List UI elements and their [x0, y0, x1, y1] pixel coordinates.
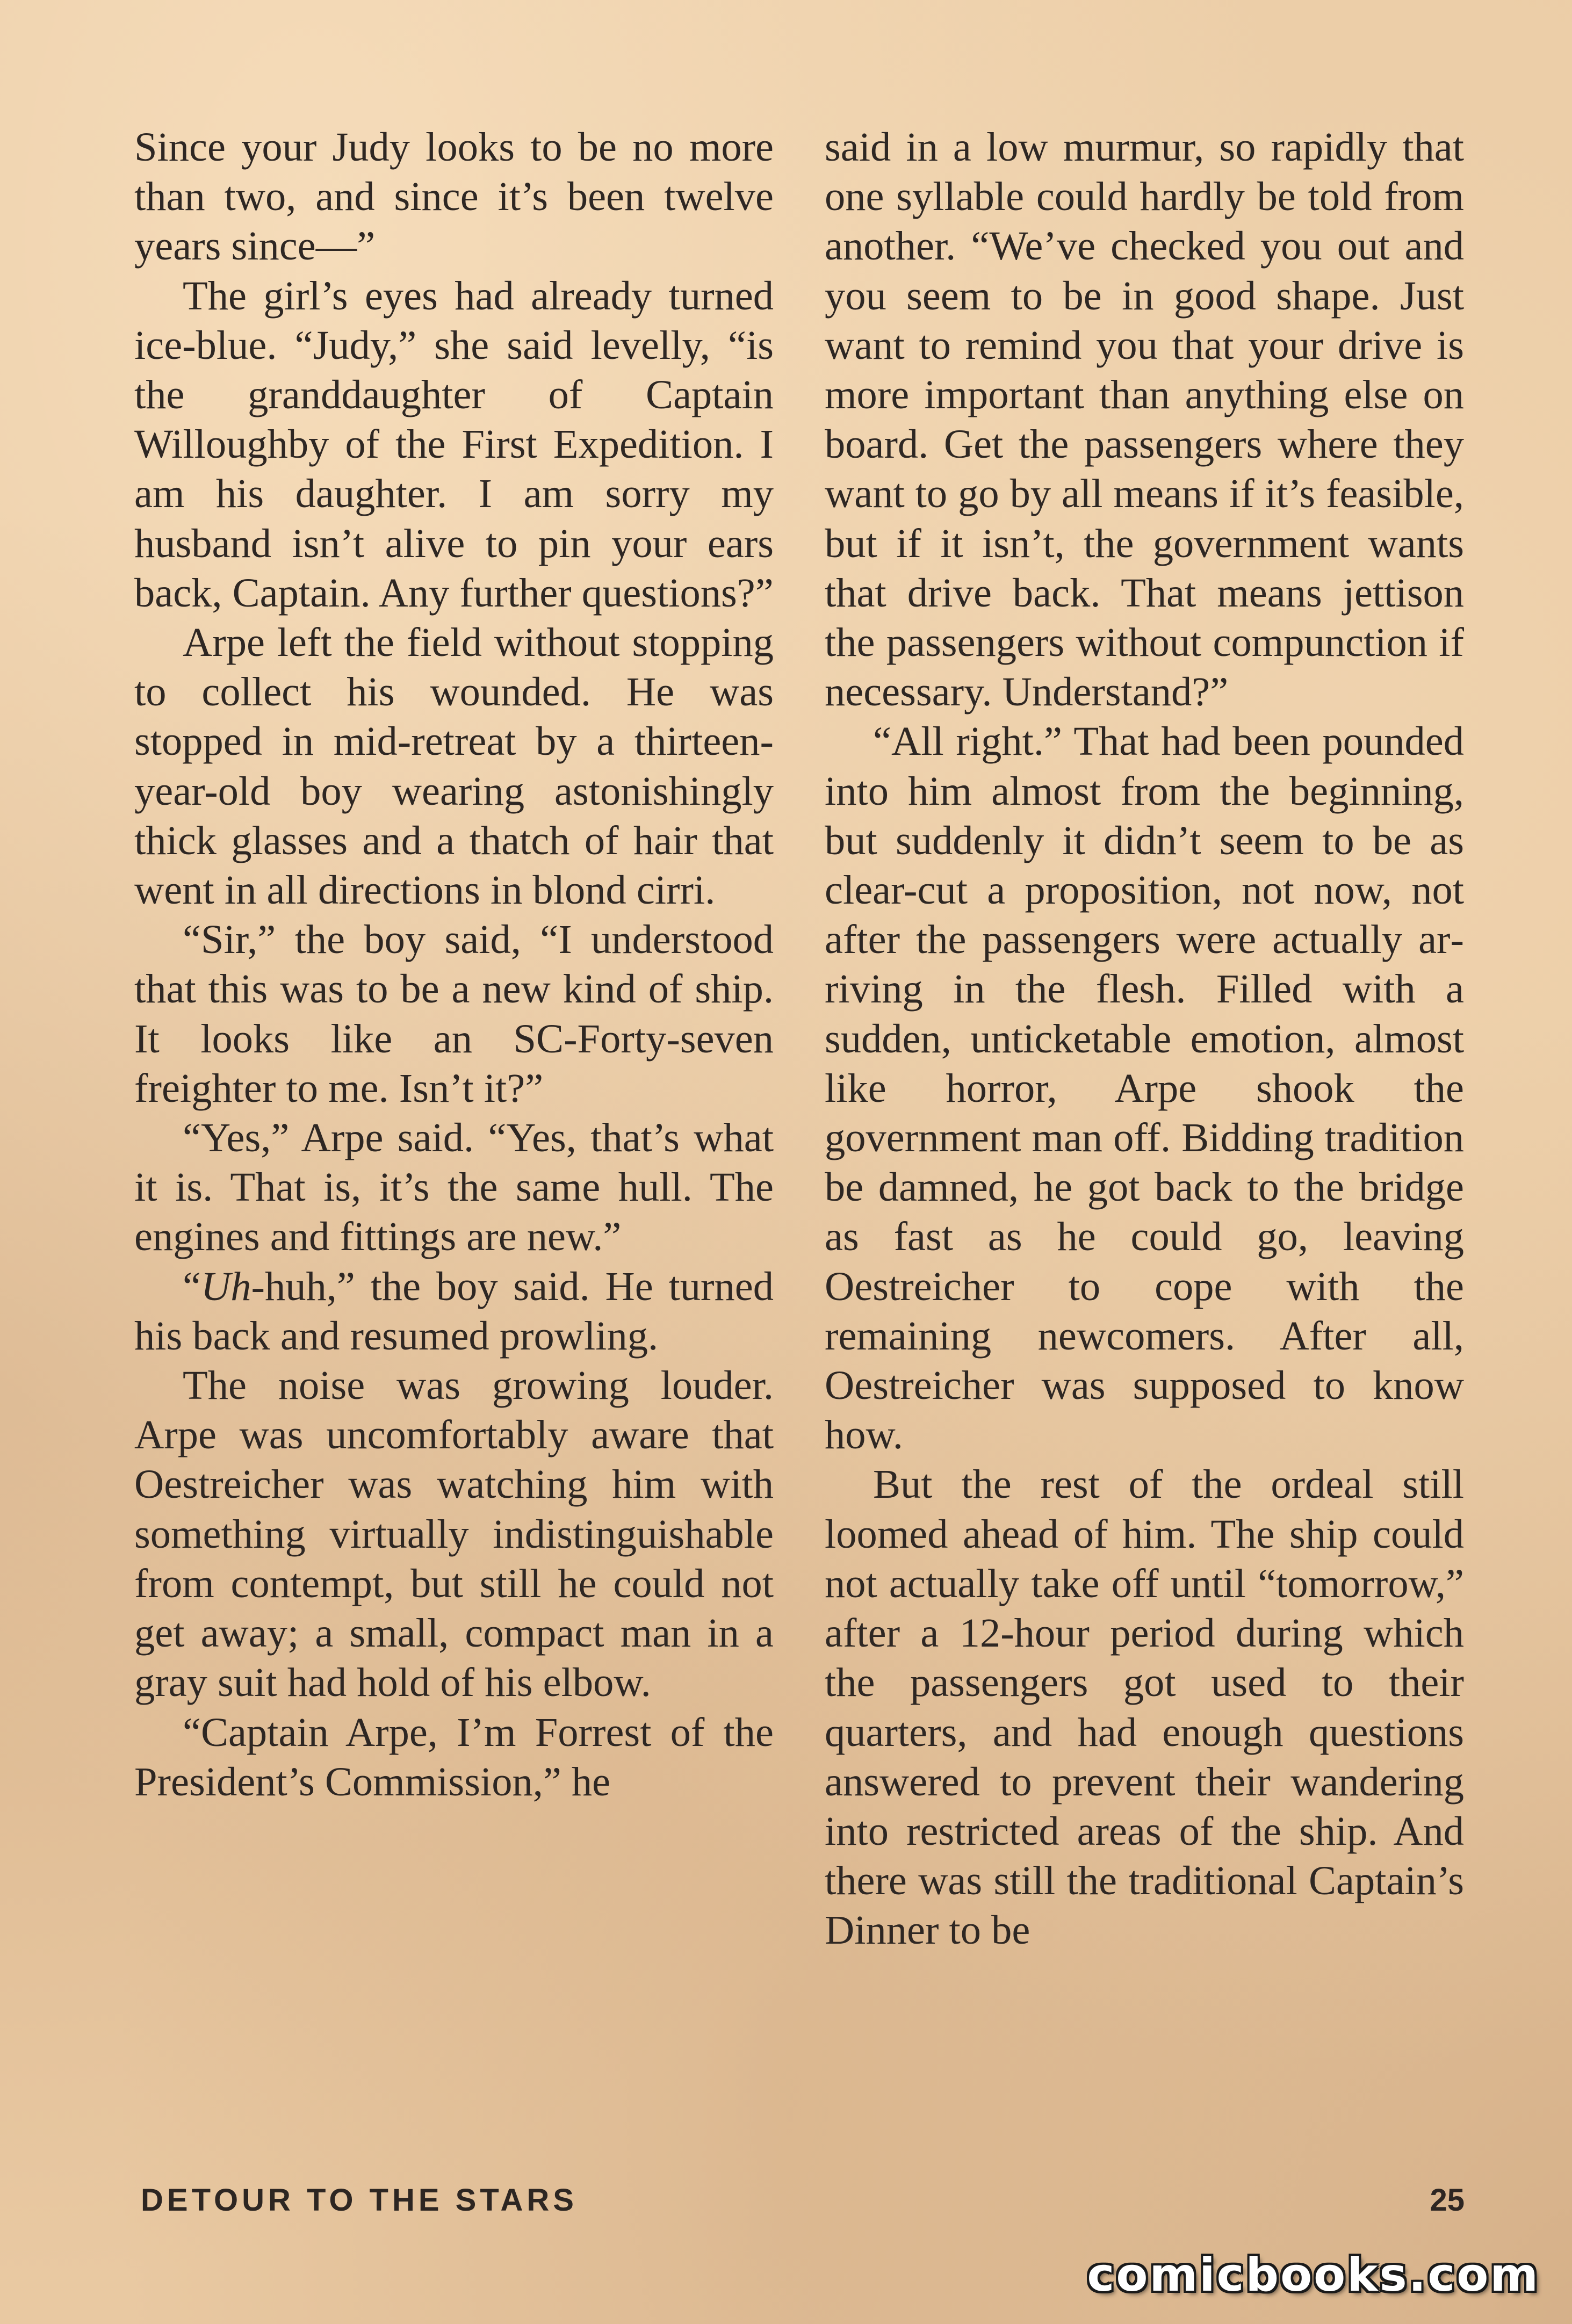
paragraph: [134, 1113, 774, 1262]
paragraph: [134, 271, 774, 618]
paragraph: [134, 1708, 774, 1807]
paragraph: [825, 122, 1464, 717]
text-column-right: [825, 122, 1464, 1955]
paragraph-text: But the rest of the ordeal still loomed ahead of him. The ship could not actually take off until “tomorrow,” after a 12-hour period during which the passengers got used to their quarters, and had enough questions answered to prevent their wandering into restricted areas of the ship. And there was still the traditional Captain’s Dinner to be: [825, 1461, 1464, 1953]
paragraph-text: “Captain Arpe, I’m Forrest of the President’s Commission,” he: [134, 1709, 774, 1805]
paragraph: [825, 717, 1464, 1460]
paragraph-text: The noise was growing louder. Arpe was uncomfortably aware that Oestreicher was watching him with something virtually indistinguishable from contempt, but still he could not get away; a small, compact man in a gray suit had hold of his elbow.: [134, 1362, 774, 1706]
paragraph: [134, 915, 774, 1113]
paragraph-text: said in a low murmur, so rapidly that one syllable could hardly be told from another. “We’ve checked you out and you seem to be in good shape. Just want to remind you that your drive is more important than anything else on board. Get the passengers where they want to go by all means if it’s feasible, but if it isn’t, the government wants that drive back. That means jettison the passengers without compunction if necessary. Understand?”: [825, 124, 1464, 715]
paragraph-text: “All right.” That had been pounded into him almost from the beginning, but suddenly it didn’t seem to be as clear-cut a proposition, not now, not after the passengers were actually arriving in the flesh. Filled with a sudden, unticketable emotion, almost like horror, Arpe shook the government man off. Bidding tradition be damned, he got back to the bridge as fast as he could go, leaving Oestreicher to cope with the remaining newcomers. After all, Oestreicher was supposed to know how.: [825, 718, 1464, 1458]
italic-text: Uh: [200, 1263, 251, 1309]
paragraph-text: Since your Judy looks to be no more than two, and since it’s been twelve years since—”: [134, 124, 774, 269]
paragraph-text: “Sir,” the boy said, “I understood that this was to be a new kind of ship. It looks like an SC-Forty-seven freighter to me. Isn’t it?”: [134, 916, 774, 1111]
paragraph-text: The girl’s eyes had already turned ice-blue. “Judy,” she said levelly, “is the granddaughter of Captain Willoughby of the First Expedition. I am his daughter. I am sorry my husband isn’t alive to pin your ears back, Captain. Any further questions?”: [134, 272, 774, 616]
page-number: 25: [1430, 2183, 1465, 2218]
paragraph-text: Arpe left the field without stopping to collect his wounded. He was stopped in mid-retreat by a thirteen-year-old boy wearing astonishingly thick glasses and a thatch of hair that went in all directions in blond cirri.: [134, 619, 774, 913]
paragraph: [134, 122, 774, 271]
running-footer-title: DETOUR TO THE STARS: [141, 2183, 578, 2218]
paragraph: [134, 1262, 774, 1361]
text-column-left: [134, 122, 774, 1807]
paragraph: [134, 618, 774, 915]
site-watermark: [1087, 2246, 1540, 2305]
paragraph-text: -huh,” the boy said. He turned his back and resumed prowling.: [134, 1263, 774, 1359]
paragraph: [825, 1460, 1464, 1955]
watermark-text: comicbooks.com: [1087, 2248, 1540, 2302]
paragraph-text: “Yes,” Arpe said. “Yes, that’s what it is. That is, it’s the same hull. The engines and fittings are new.”: [134, 1115, 774, 1260]
paragraph: [134, 1361, 774, 1707]
paragraph-text: “: [183, 1263, 201, 1309]
